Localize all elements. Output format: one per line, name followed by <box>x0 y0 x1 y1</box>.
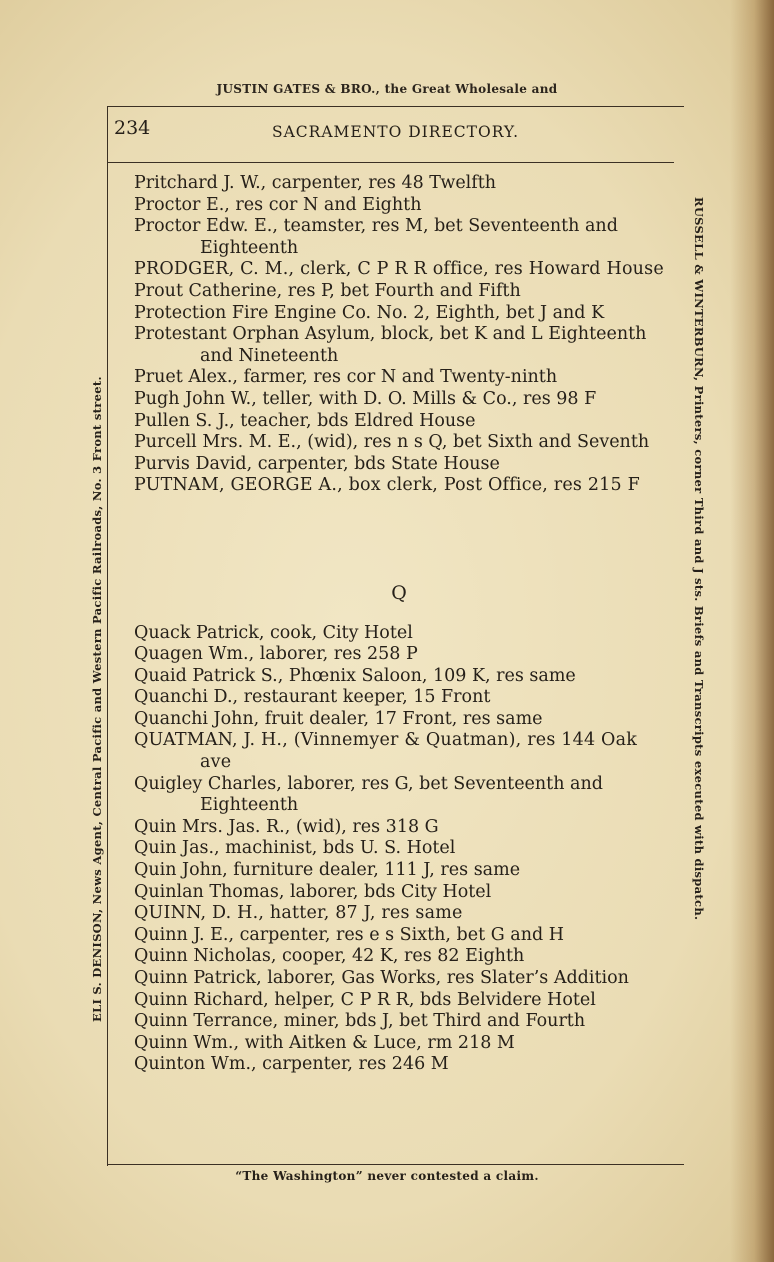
bottom-rule <box>107 1164 684 1165</box>
directory-entry: Protestant Orphan Asylum, block, bet K and L Eighteenth and Nineteenth <box>134 324 647 366</box>
directory-entry: Quinn Nicholas, cooper, 42 K, res 82 Eighth <box>134 946 525 967</box>
directory-entry: Protection Fire Engine Co. No. 2, Eighth, bet J and K <box>134 302 605 323</box>
directory-entry: Proctor E., res cor N and Eighth <box>134 194 422 215</box>
directory-entry: Quin John, furniture dealer, 111 J, res same <box>134 860 521 881</box>
directory-entry: Quinton Wm., carpenter, res 246 M <box>134 1054 449 1075</box>
directory-entry: Purcell Mrs. M. E., (wid), res n s Q, bet Sixth and Seventh <box>134 432 650 453</box>
directory-entry: Quaid Patrick S., Phœnix Saloon, 109 K, res same <box>134 665 576 686</box>
directory-entry: Pritchard J. W., carpenter, res 48 Twelfth <box>134 173 497 193</box>
directory-entry: Quin Jas., machinist, bds U. S. Hotel <box>134 838 456 859</box>
directory-entry: Quin Mrs. Jas. R., (wid), res 318 G <box>134 816 439 837</box>
running-head: SACRAMENTO DIRECTORY. <box>272 123 520 141</box>
directory-entry: PRODGER, C. M., clerk, C P R R office, res Howard House <box>134 259 664 280</box>
directory-entry: Quigley Charles, laborer, res G, bet Seventeenth and Eighteenth <box>134 773 603 816</box>
page-number: 234 <box>114 117 151 139</box>
directory-entry: Pugh John W., teller, with D. O. Mills & Co., res 98 F <box>134 388 597 409</box>
directory-entry: Quanchi John, fruit dealer, 17 Front, res same <box>134 708 543 729</box>
entries-p-section <box>134 173 664 497</box>
top-advertisement: JUSTIN GATES & BRO., the Great Wholesale and <box>216 82 558 96</box>
directory-entries <box>134 173 664 1076</box>
directory-entry: Quack Patrick, cook, City Hotel <box>134 622 413 643</box>
right-side-advertisement: RUSSELL & WINTERBURN, Printers, corner Third and J sts. Briefs and Transcripts executed with dispatch. <box>692 197 706 921</box>
directory-entry: QUATMAN, J. H., (Vinnemyer & Quatman), res 144 Oak ave <box>134 730 638 773</box>
directory-entry: Quanchi D., restaurant keeper, 15 Front <box>134 687 491 708</box>
directory-entry: Quinn Richard, helper, C P R R, bds Belvidere Hotel <box>134 989 596 1010</box>
directory-entry: Pruet Alex., farmer, res cor N and Twenty-ninth <box>134 367 558 388</box>
bottom-advertisement: “The Washington” never contested a claim. <box>235 1169 539 1183</box>
page-edge-shadow <box>730 0 774 1262</box>
left-frame-rule <box>107 106 108 1166</box>
section-letter: Q <box>391 581 407 604</box>
directory-entry: QUINN, D. H., hatter, 87 J, res same <box>134 903 463 924</box>
directory-entry: Prout Catherine, res P, bet Fourth and Fifth <box>134 280 521 301</box>
entries-q-section <box>134 623 664 1076</box>
directory-entry: Pullen S. J., teacher, bds Eldred House <box>134 410 476 431</box>
left-side-advertisement: ELI S. DENISON, News Agent, Central Pacific and Western Pacific Railroads, No. 3 Front street. <box>90 376 104 1022</box>
directory-entry: PUTNAM, GEORGE A., box clerk, Post Office, res 215 F <box>134 475 640 496</box>
directory-entry: Quinn Terrance, miner, bds J, bet Third and Fourth <box>134 1011 586 1032</box>
directory-entry: Quinn Patrick, laborer, Gas Works, res Slater’s Addition <box>134 968 629 988</box>
top-rule <box>107 106 684 107</box>
header-rule <box>107 162 674 163</box>
directory-entry: Quinn Wm., with Aitken & Luce, rm 218 M <box>134 1032 515 1053</box>
directory-entry: Proctor Edw. E., teamster, res M, bet Seventeenth and Eighteenth <box>134 216 618 258</box>
directory-entry: Purvis David, carpenter, bds State House <box>134 453 500 474</box>
directory-entry: Quagen Wm., laborer, res 258 P <box>134 644 418 665</box>
directory-entry: Quinn J. E., carpenter, res e s Sixth, bet G and H <box>134 924 564 945</box>
directory-entry: Quinlan Thomas, laborer, bds City Hotel <box>134 881 492 902</box>
